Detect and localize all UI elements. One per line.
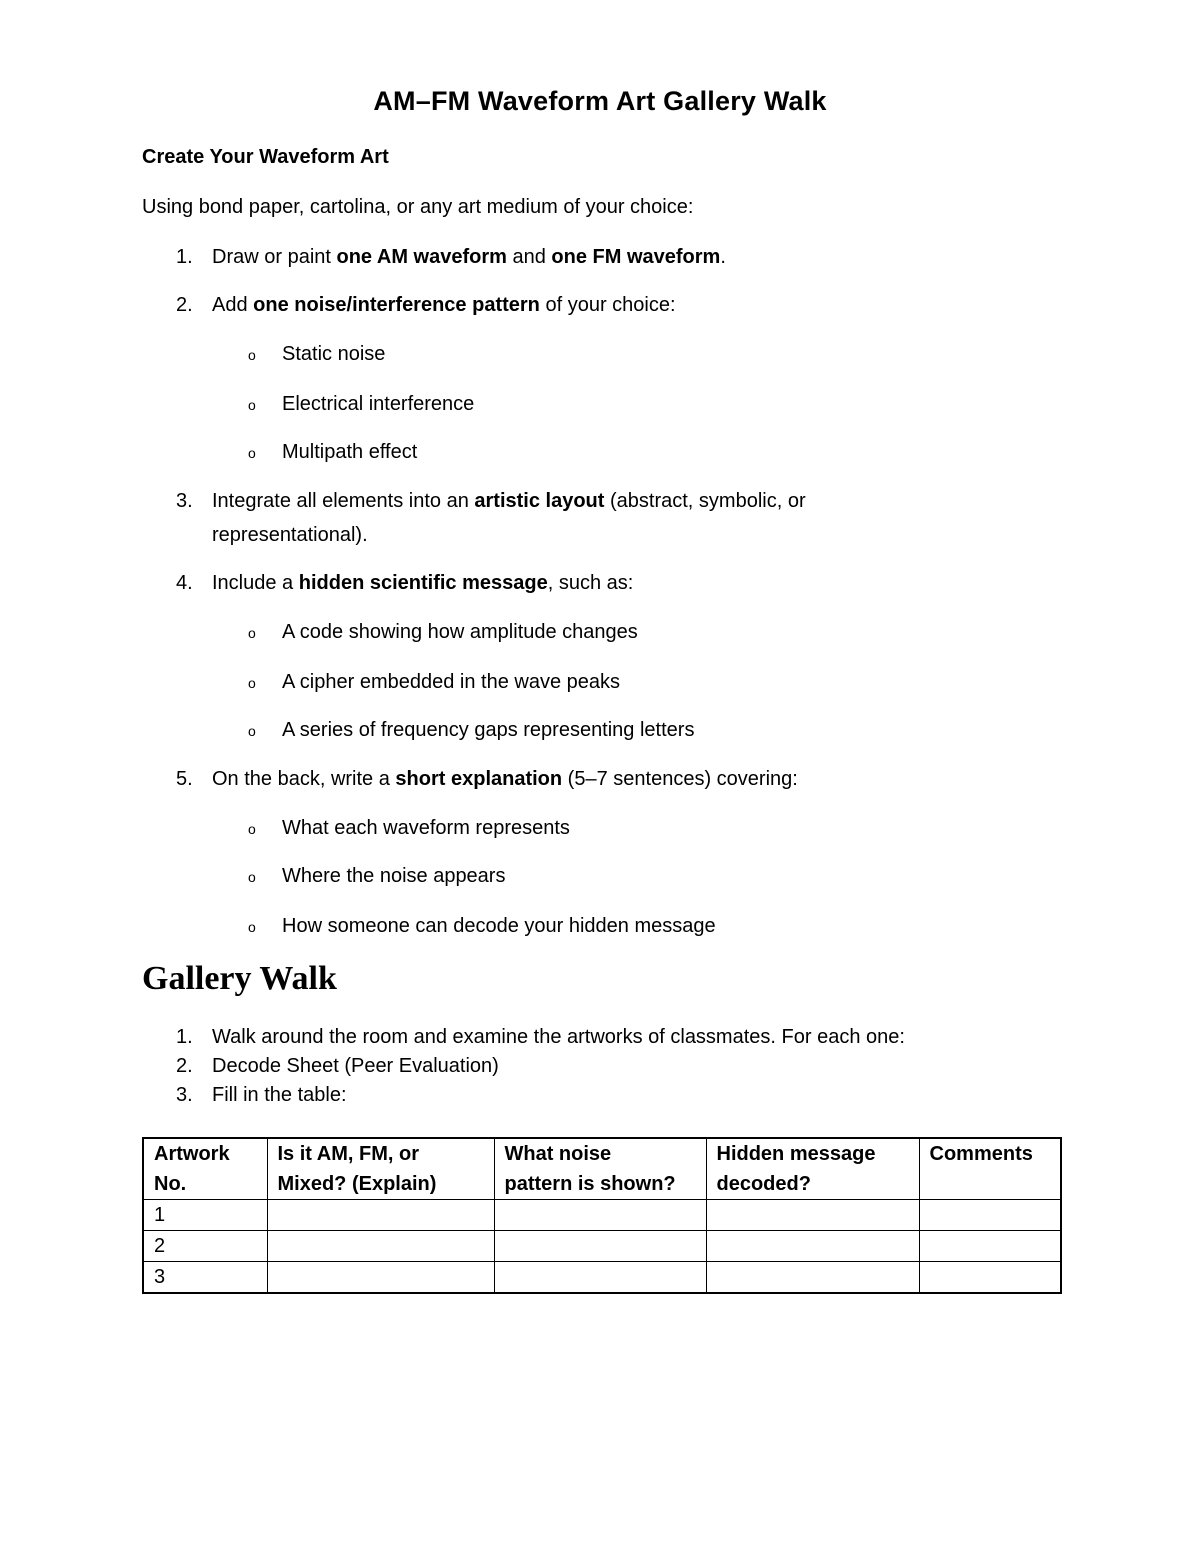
sub-list-item: Where the noise appears — [282, 865, 506, 887]
bold-run: hidden scientific message — [298, 572, 548, 594]
column-header-hidden-message — [706, 1138, 919, 1200]
header-line: decoded? — [716, 1173, 811, 1195]
bullet-icon: o — [248, 625, 256, 641]
sub-list-item: Static noise — [282, 343, 386, 365]
header-line: Hidden message — [716, 1143, 876, 1165]
table-row — [143, 1231, 1061, 1262]
text-run: Draw or paint — [212, 246, 337, 268]
list-item-continuation: representational). — [212, 524, 368, 546]
cell-empty[interactable] — [919, 1200, 1061, 1231]
text-run: (5–7 sentences) covering: — [562, 768, 798, 790]
text-run: . — [720, 246, 726, 268]
bold-run: artistic layout — [474, 490, 605, 512]
sub-list-item: A series of frequency gaps representing letters — [282, 719, 695, 741]
table-header-row — [143, 1138, 1061, 1200]
section-heading-gallery-walk: Gallery Walk — [142, 960, 337, 997]
section-heading-create: Create Your Waveform Art — [142, 146, 389, 168]
column-header-noise-pattern — [494, 1138, 706, 1200]
bullet-icon: o — [248, 723, 256, 739]
cell-empty[interactable] — [267, 1262, 494, 1294]
list-number: 3. — [176, 1084, 193, 1106]
list-number: 3. — [176, 490, 193, 512]
cell-empty[interactable] — [267, 1231, 494, 1262]
cell-artwork-no: 3 — [143, 1262, 267, 1294]
sub-list-item: Multipath effect — [282, 441, 418, 463]
text-run: Add — [212, 294, 254, 316]
cell-artwork-no: 2 — [143, 1231, 267, 1262]
bullet-icon: o — [248, 445, 256, 461]
list-item-text: Walk around the room and examine the artworks of classmates. For each one: — [212, 1026, 905, 1048]
header-line: What noise — [504, 1143, 612, 1165]
bullet-icon: o — [248, 347, 256, 363]
column-header-am-fm — [267, 1138, 494, 1200]
text-run: of your choice: — [539, 294, 676, 316]
header-line: No. — [154, 1173, 187, 1195]
list-item-text — [212, 240, 726, 274]
bold-run: one AM waveform — [336, 246, 507, 268]
bullet-icon: o — [248, 675, 256, 691]
list-number: 4. — [176, 572, 193, 594]
bold-run: one FM waveform — [551, 246, 721, 268]
cell-empty[interactable] — [706, 1262, 919, 1294]
bullet-icon: o — [248, 869, 256, 885]
header-line: Is it AM, FM, or — [277, 1143, 419, 1165]
list-item-text — [212, 484, 806, 518]
header-line: Mixed? (Explain) — [277, 1173, 437, 1195]
cell-empty[interactable] — [494, 1200, 706, 1231]
list-item-text: Decode Sheet (Peer Evaluation) — [212, 1055, 499, 1077]
sub-list-item: A cipher embedded in the wave peaks — [282, 671, 620, 693]
list-item-text: Fill in the table: — [212, 1084, 347, 1106]
header-line: Artwork — [154, 1143, 230, 1165]
list-item-text — [212, 566, 633, 600]
cell-artwork-no: 1 — [143, 1200, 267, 1231]
bold-run: one noise/interference pattern — [253, 294, 540, 316]
list-item-text — [212, 288, 676, 322]
table-row — [143, 1262, 1061, 1294]
list-number: 2. — [176, 294, 193, 316]
text-run: and — [506, 246, 552, 268]
text-run: , such as: — [547, 572, 634, 594]
cell-empty[interactable] — [706, 1200, 919, 1231]
text-run: Integrate all elements into an — [212, 490, 475, 512]
list-number: 5. — [176, 768, 193, 790]
sub-list-item: A code showing how amplitude changes — [282, 621, 638, 643]
cell-empty[interactable] — [706, 1231, 919, 1262]
cell-empty[interactable] — [267, 1200, 494, 1231]
bullet-icon: o — [248, 919, 256, 935]
text-run: On the back, write a — [212, 768, 396, 790]
column-header-artwork-no — [143, 1138, 267, 1200]
cell-empty[interactable] — [494, 1231, 706, 1262]
cell-empty[interactable] — [494, 1262, 706, 1294]
list-number: 1. — [176, 246, 193, 268]
list-number: 2. — [176, 1055, 193, 1077]
bullet-icon: o — [248, 821, 256, 837]
intro-text: Using bond paper, cartolina, or any art medium of your choice: — [142, 196, 694, 218]
peer-evaluation-table — [142, 1137, 1062, 1294]
list-item-text — [212, 762, 798, 796]
header-line: Comments — [929, 1143, 1033, 1165]
header-line: pattern is shown? — [504, 1173, 676, 1195]
sub-list-item: What each waveform represents — [282, 817, 570, 839]
table-row — [143, 1200, 1061, 1231]
text-run: (abstract, symbolic, or — [604, 490, 806, 512]
sub-list-item: How someone can decode your hidden message — [282, 915, 716, 937]
column-header-comments — [919, 1138, 1061, 1200]
text-run: Include a — [212, 572, 299, 594]
document-title: AM–FM Waveform Art Gallery Walk — [373, 86, 827, 116]
bullet-icon: o — [248, 397, 256, 413]
sub-list-item: Electrical interference — [282, 393, 475, 415]
bold-run: short explanation — [395, 768, 563, 790]
cell-empty[interactable] — [919, 1231, 1061, 1262]
cell-empty[interactable] — [919, 1262, 1061, 1294]
list-number: 1. — [176, 1026, 193, 1048]
